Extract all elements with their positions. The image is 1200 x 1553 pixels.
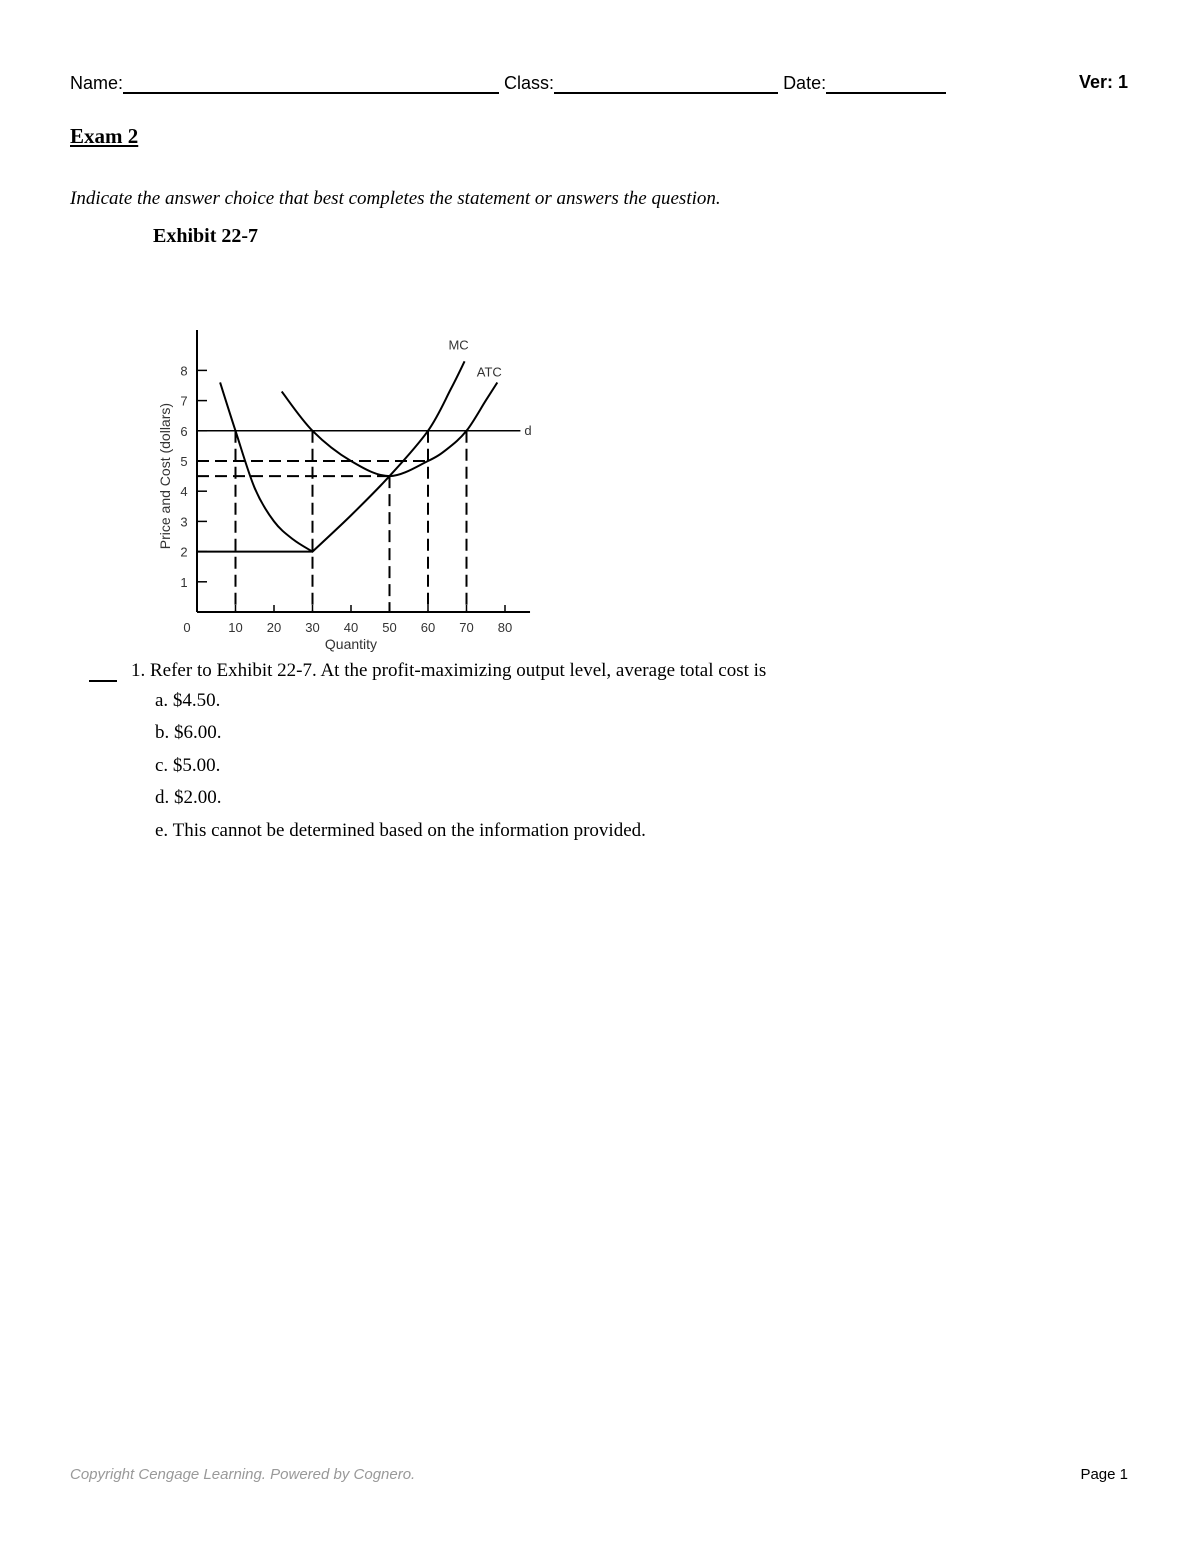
exam-title: Exam 2 bbox=[70, 124, 139, 148]
choice-a: a. $4.50. bbox=[155, 690, 221, 711]
y-tick-label: 5 bbox=[180, 454, 188, 469]
header-fields bbox=[70, 72, 946, 94]
y-tick-label: 7 bbox=[180, 393, 188, 409]
y-tick-label: 1 bbox=[180, 574, 188, 590]
x-tick-label: 60 bbox=[420, 620, 436, 635]
y-tick-label: 4 bbox=[180, 484, 188, 500]
class-field[interactable] bbox=[554, 72, 778, 94]
name-field[interactable] bbox=[123, 72, 499, 94]
x-tick-label: 10 bbox=[228, 620, 243, 635]
question-text: Refer to Exhibit 22-7. At the profit-maximizing output level, average total cost is bbox=[150, 660, 767, 681]
class-label: Class: bbox=[504, 73, 555, 93]
page-number: Page 1 bbox=[1080, 1466, 1128, 1483]
series-label-atc: ATC bbox=[476, 364, 502, 380]
y-tick-label: 6 bbox=[180, 423, 188, 439]
x-tick-label: 20 bbox=[266, 620, 282, 635]
cost-curves-chart bbox=[150, 278, 560, 656]
choice-d: d. $2.00. bbox=[155, 787, 222, 808]
date-field[interactable] bbox=[826, 72, 946, 94]
choice-c: c. $5.00. bbox=[155, 755, 221, 776]
choice-b: b. $6.00. bbox=[155, 722, 222, 743]
version-label: Ver: 1 bbox=[1078, 72, 1128, 92]
x-tick-label: 40 bbox=[343, 620, 359, 635]
instructions: Indicate the answer choice that best completes the statement or answers the question. bbox=[70, 188, 721, 209]
exhibit-title: Exhibit 22-7 bbox=[153, 225, 259, 247]
y-tick-label: 2 bbox=[180, 544, 188, 560]
date-label: Date: bbox=[783, 73, 827, 93]
x-tick-label: 70 bbox=[459, 620, 474, 635]
series-label-mc: MC bbox=[448, 337, 469, 353]
y-tick-label: 3 bbox=[180, 514, 188, 530]
x-tick-label: 30 bbox=[305, 620, 320, 635]
choice-e: e. This cannot be determined based on the information provided. bbox=[155, 820, 646, 841]
series-atc-line bbox=[282, 382, 498, 476]
x-tick-label: 80 bbox=[497, 620, 513, 635]
question-number: 1. bbox=[131, 660, 146, 681]
question-1 bbox=[131, 660, 766, 682]
x-tick-label: 50 bbox=[382, 620, 397, 635]
x-axis-title: Quantity bbox=[324, 636, 378, 652]
series-label-d: d bbox=[524, 422, 532, 438]
y-axis-title: Price and Cost (dollars) bbox=[157, 402, 173, 550]
answer-blank[interactable] bbox=[89, 680, 117, 682]
x-tick-label: 0 bbox=[183, 620, 191, 635]
name-label: Name: bbox=[70, 73, 124, 93]
copyright-notice: Copyright Cengage Learning. Powered by Cognero. bbox=[70, 1466, 416, 1483]
y-tick-label: 8 bbox=[180, 363, 188, 379]
